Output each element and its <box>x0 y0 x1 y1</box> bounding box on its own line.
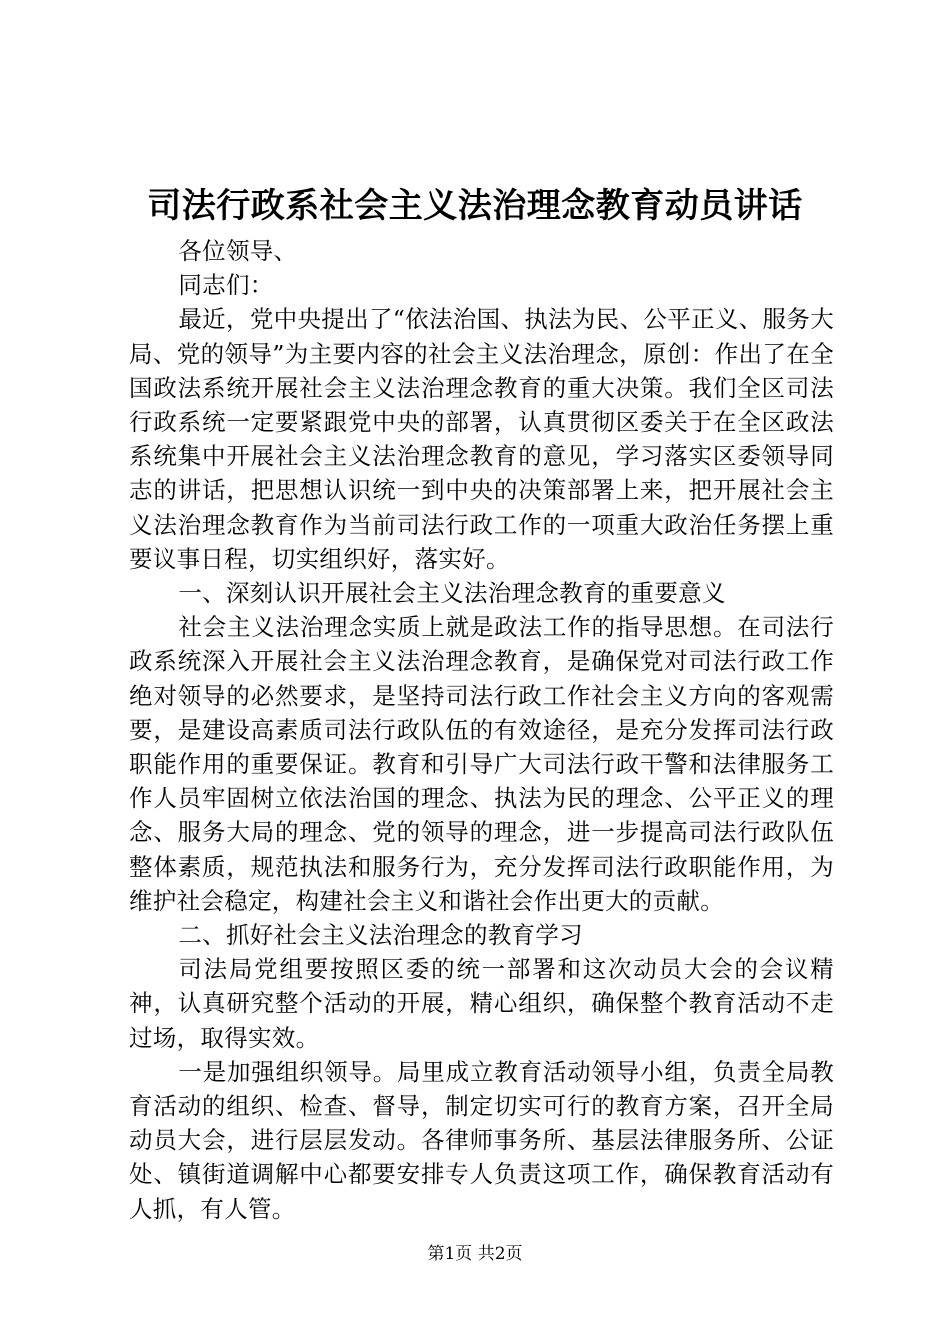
document-title: 司法行政系社会主义法治理念教育动员讲话 <box>147 186 803 226</box>
page-number-footer: 第1页 共2页 <box>427 1244 523 1264</box>
salutation-comrades: 同志们： <box>178 271 274 300</box>
body-paragraph: 一是加强组织领导。局里成立教育活动领导小组，负责全局教育活动的组织、检查、督导，制定切实可行的教育方案，召开全局动员大会，进行层层发动。各律师事务所、基层法律服务所、公证处、镇街道调解中心都要安排专人负责这项工作，确保教育活动有人抓，有人管。 <box>129 1057 834 1223</box>
section-heading-two: 二、抓好社会主义法治理念的教育学习 <box>178 921 583 950</box>
body-paragraph: 社会主义法治理念实质上就是政法工作的指导思想。在司法行政系统深入开展社会主义法治理念教育，是确保党对司法行政工作绝对领导的必然要求，是坚持司法行政工作社会主义方向的客观需要，是建设高素质司法行政队伍的有效途径，是充分发挥司法行政职能作用的重要保证。教育和引导广大司法行政干警和法律服务工作人员牢固树立依法治国的理念、执法为民的理念、公平正义的理念、服务大局的理念、党的领导的理念，进一步提高司法行政队伍整体素质，规范执法和服务行为，充分发挥司法行政职能作用，为维护社会稳定，构建社会主义和谐社会作出更大的贡献。 <box>129 613 834 915</box>
salutation-leaders: 各位领导、 <box>178 237 298 265</box>
section-heading-one: 一、深刻认识开展社会主义法治理念教育的重要意义 <box>178 579 726 608</box>
body-paragraph: 最近，党中央提出了“依法治国、执法为民、公平正义、服务大局、党的领导”为主要内容的社会主义法治理念，原创：作出了在全国政法系统开展社会主义法治理念教育的重大决策。我们全区司法行政系统一定要紧跟党中央的部署，认真贯彻区委关于在全区政法系统集中开展社会主义法治理念教育的意见，学习落实区委领导同志的讲话，把思想认识统一到中央的决策部署上来，把开展社会主义法治理念教育作为当前司法行政工作的一项重大政治任务摆上重要议事日程，切实组织好，落实好。 <box>129 305 834 573</box>
document-body <box>129 234 834 1226</box>
body-paragraph: 司法局党组要按照区委的统一部署和这次动员大会的会议精神，认真研究整个活动的开展，精心组织，确保整个教育活动不走过场，取得实效。 <box>129 955 834 1052</box>
